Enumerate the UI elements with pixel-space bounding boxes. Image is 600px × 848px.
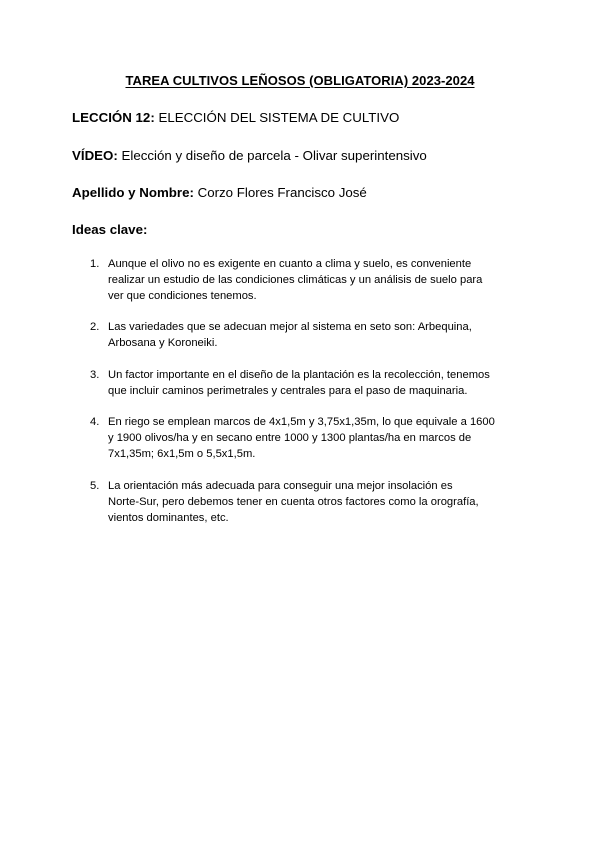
idea-number: 2. — [90, 321, 100, 333]
idea-number: 3. — [90, 369, 100, 381]
idea-text — [108, 367, 528, 399]
idea-item-1 — [90, 256, 530, 304]
idea-line: La orientación más adecuada para conseguir una mejor insolación es — [108, 480, 453, 492]
idea-line: Un factor importante en el diseño de la plantación es la recolección, tenemos — [108, 369, 490, 381]
idea-line: Las variedades que se adecuan mejor al sistema en seto son: Arbequina, — [108, 321, 472, 333]
idea-line: En riego se emplean marcos de 4x1,5m y 3,75x1,35m, lo que equivale a 1600 — [108, 416, 495, 428]
video-label: VÍDEO: — [72, 148, 118, 163]
idea-line: Aunque el olivo no es exigente en cuanto a clima y suelo, es conveniente — [108, 258, 472, 270]
idea-number: 4. — [90, 416, 100, 428]
nombre-field — [72, 185, 367, 200]
idea-line: 7x1,35m; 6x1,5m o 5,5x1,5m. — [108, 448, 256, 460]
idea-line: realizar un estudio de las condiciones climáticas y un análisis de suelo para — [108, 274, 483, 286]
idea-item-5 — [90, 478, 530, 526]
nombre-value: Corzo Flores Francisco José — [197, 185, 367, 200]
video-value: Elección y diseño de parcela - Olivar superintensivo — [121, 148, 427, 163]
leccion-label: LECCIÓN 12: — [72, 110, 155, 125]
idea-item-3 — [90, 367, 530, 399]
idea-line: ver que condiciones tenemos. — [108, 290, 257, 302]
idea-line: vientos dominantes, etc. — [108, 512, 229, 524]
idea-text — [108, 256, 528, 304]
idea-number: 5. — [90, 480, 100, 492]
idea-item-4 — [90, 414, 530, 462]
idea-line: Arbosana y Koroneiki. — [108, 337, 218, 349]
idea-item-2 — [90, 319, 530, 351]
idea-text — [108, 478, 528, 526]
nombre-label: Apellido y Nombre: — [72, 185, 194, 200]
leccion-field — [72, 110, 399, 125]
idea-line: Norte-Sur, pero debemos tener en cuenta otros factores como la orografía, — [108, 496, 479, 508]
leccion-value: ELECCIÓN DEL SISTEMA DE CULTIVO — [158, 110, 400, 125]
ideas-title: Ideas clave: — [72, 222, 148, 237]
document-title: TAREA CULTIVOS LEÑOSOS (OBLIGATORIA) 2023-2024 — [125, 73, 475, 88]
idea-number: 1. — [90, 258, 100, 270]
idea-text — [108, 414, 528, 462]
video-field — [72, 148, 427, 163]
idea-line: que incluir caminos perimetrales y centrales para el paso de maquinaria. — [108, 385, 468, 397]
idea-text — [108, 319, 528, 351]
idea-line: y 1900 olivos/ha y en secano entre 1000 y 1300 plantas/ha en marcos de — [108, 432, 472, 444]
